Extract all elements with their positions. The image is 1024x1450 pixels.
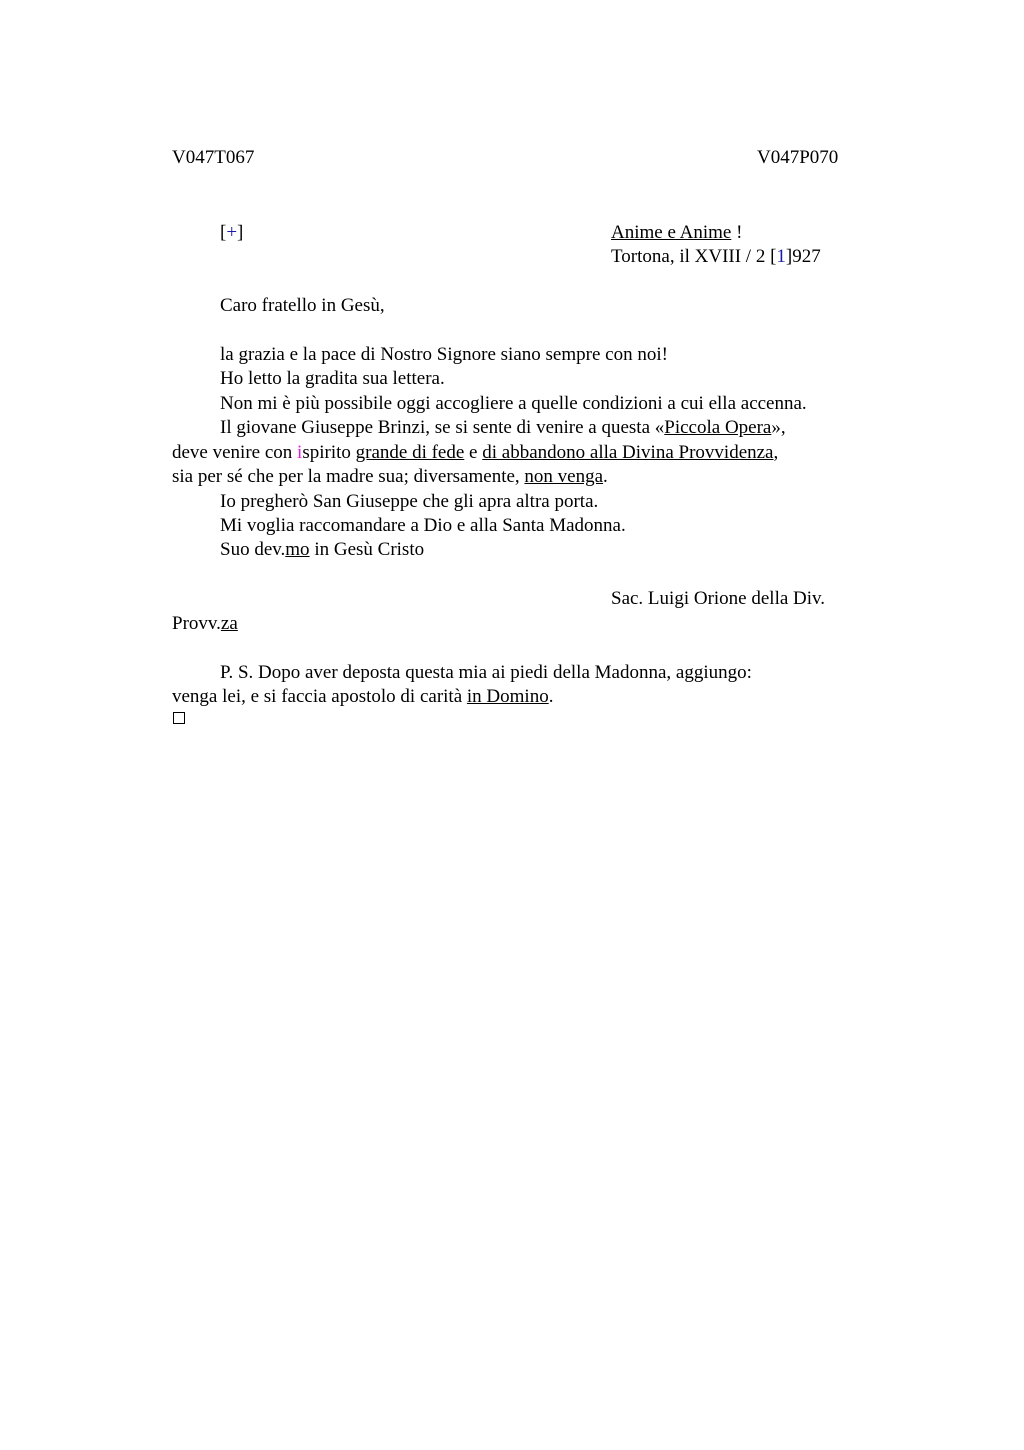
cross-symbol: + [226,222,238,243]
body-line-4 [220,416,786,440]
divina-provvidenza: di abbandono alla Divina Provvidenza [482,442,774,463]
end-box-icon [173,712,185,724]
signature-line-2-u: za [220,613,238,634]
body-line-9-u: mo [285,539,310,560]
salutation: Caro fratello in Gesù, [220,295,385,316]
body-line-9 [220,538,424,562]
body-line-6 [172,465,608,489]
piccola-opera: Piccola Opera [664,417,772,438]
non-venga: non venga [524,466,604,487]
body-line-5 [172,441,778,465]
signature-line-1: Sac. Luigi Orione della Div. [611,588,826,609]
in-domino: in Domino [466,686,549,707]
body-line-7: Io pregherò San Giuseppe che gli apra altra porta. [220,491,599,512]
cross-bracket-close: ] [237,222,244,243]
body-line-9-b: in Gesù Cristo [309,539,425,560]
postscript-line-2-a: venga lei, e si faccia apostolo di carità [172,686,467,707]
body-line-6-a: sia per sé che per la madre sua; diversamente, [172,466,525,487]
cross-bracket-open: [ [220,222,227,243]
body-line-3: Non mi è più possibile oggi accogliere a quelle condizioni a cui ella accenna. [220,393,807,414]
postscript-line-2-b: . [548,686,554,707]
body-line-4-b: », [771,417,786,438]
motto [611,221,742,245]
body-line-8: Mi voglia raccomandare a Dio e alla Santa Madonna. [220,515,626,536]
body-line-5-a: deve venire con [172,442,298,463]
motto-suffix: ! [731,222,743,243]
grande-di-fede: grande di fede [355,442,465,463]
body-line-4-a: Il giovane Giuseppe Brinzi, se si sente di venire a questa « [220,417,665,438]
signature-line-2 [172,612,238,636]
body-line-5-d: , [773,442,779,463]
body-line-6-b: . [603,466,608,487]
body-line-1: la grazia e la pace di Nostro Signore siano sempre con noi! [220,344,668,365]
date-prefix: Tortona, il XVIII / 2 [ [611,246,777,267]
header-right-code: V047P070 [757,147,839,168]
signature-line-2-a: Provv. [172,613,221,634]
body-line-2: Ho letto la gradita sua lettera. [220,368,445,389]
date-line [611,245,821,269]
body-line-9-a: Suo dev. [220,539,286,560]
header-left-code: V047T067 [172,147,255,168]
date-suffix: ]927 [785,246,821,267]
date-bracket-digit: 1 [776,246,786,267]
body-line-5-c: e [464,442,483,463]
postscript-line-1: P. S. Dopo aver deposta questa mia ai piedi della Madonna, aggiungo: [220,662,752,683]
body-line-5-b: spirito [302,442,356,463]
cross-marker [220,221,243,245]
motto-text: Anime e Anime [611,222,732,243]
postscript-line-2 [172,685,553,709]
body-line-5-i: i [297,442,303,463]
